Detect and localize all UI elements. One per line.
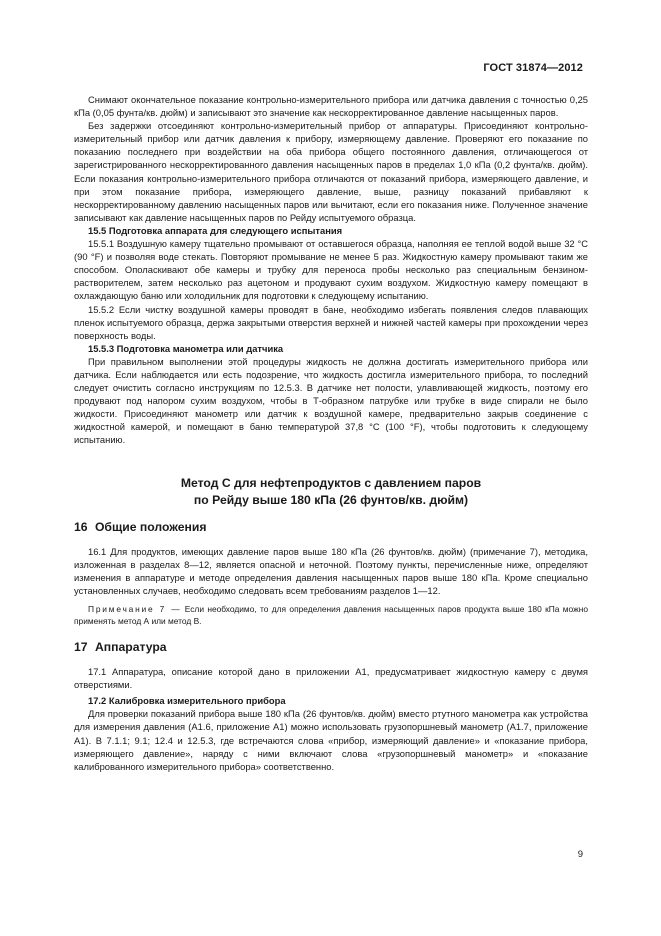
page-header-standard-title: ГОСТ 31874—2012 — [483, 62, 583, 74]
section-16-heading — [74, 521, 588, 534]
paragraph-15-5-3: При правильном выполнении этой процедуры жидкость не должна достигать измерительного прибора или датчика. Если наблюдается или есть подозрение, что жидкость достигла измерительного прибора, то последний следует очистить согласно инструкциям по 12.5.3. В датчике нет полости, улавливающей жидкость, поэтому его продувают под напором сухим воздухом, чтобы в Т-образном патрубке или трубке в виде спирали не было жидкости. Присоединяют манометр или датчик к воздушной камере, предварительно закрыв соединение с жидкостной камерой, и помещают в баню температурой 37,8 °С (100 °F), чтобы подготовить к следующему испытанию. — [74, 355, 588, 446]
section-17-heading — [74, 641, 588, 654]
page-content — [74, 93, 588, 773]
note-7 — [74, 603, 588, 627]
paragraph-15-5-1: 15.5.1 Воздушную камеру тщательно промывают от оставшегося образца, наполняя ее теплой водой выше 32 °С (90 °F) и позволяя воде стекать. Повторяют промывание не менее 5 раз. Жидкостную камеру промывают таким же способом. Ополаскивают обе камеры и трубку для переноса пробы несколько раз специальным бензином-растворителем, затем несколько раз ацетоном и продувают сухим воздухом. Жидкостную камеру помещают в охлаждающую баню или холодильник для подготовки к следующему испытанию. — [74, 238, 588, 302]
method-c-title-line-2: по Рейду выше 180 кПа (26 фунтов/кв. дюйм) — [193, 492, 469, 507]
paragraph-17-1: 17.1 Аппаратура, описание которой дано в приложении А1, предусматривает жидкостную камеру с двумя отверстиями. — [74, 666, 588, 691]
section-17-number: 17 — [74, 640, 88, 654]
page-number: 9 — [577, 849, 583, 860]
section-17-title: Аппаратура — [94, 640, 167, 654]
method-c-title — [74, 475, 588, 509]
section-15-5-3-heading: 15.5.3 Подготовка манометра или датчика — [88, 342, 284, 354]
section-15-5-heading: 15.5 Подготовка аппарата для следующего испытания — [88, 224, 343, 236]
note-7-text: Если необходимо, то для определения давления насыщенных паров продукта выше 180 кПа можно применять метод А или метод В. — [74, 604, 588, 626]
method-c-title-line-1: Метод С для нефтепродуктов с давлением паров — [180, 475, 482, 490]
paragraph-disconnect-gauge: Без задержки отсоединяют контрольно-измерительный прибор от аппаратуры. Присоединяют контрольно-измерительный прибор или датчик давления к прибору, измеряющему давление. Проверяют его показание по показанию последнего при воздействии на оба прибора общего постоянного давления, отличающегося от зарегистрированного нескорректированного давления насыщенных паров в пределах 1,0 кПа (0,2 фунта/кв. дюйм). Если показания контрольно-измерительного прибора отличаются от показаний прибора, измеряющего давление, и при этом показание прибора, измеряющего давление, выше, разницу показаний прибавляют к нескорректированному давлению насыщенных паров или вычитают, если его показания ниже. Полученное значение записывают как давление насыщенных паров по Рейду испытуемого образца. — [74, 120, 588, 223]
note-7-label: Примечание 7 — — [88, 604, 182, 614]
paragraph-final-reading: Снимают окончательное показание контрольно-измерительного прибора или датчика давления с точностью 0,25 кПа (0,05 фунта/кв. дюйм) и записывают это значение как нескорректированное давление насыщенных паров. — [74, 94, 588, 119]
paragraph-15-5-2: 15.5.2 Если чистку воздушной камеры проводят в бане, необходимо избегать появления следов плавающих пленок испытуемого образца, держа закрытыми отверстия верхней и нижней частей камеры при прохождении через поверхность воды. — [74, 303, 588, 341]
section-17-2-heading: 17.2 Калибровка измерительного прибора — [88, 695, 286, 707]
paragraph-16-1: 16.1 Для продуктов, имеющих давление паров выше 180 кПа (26 фунтов/кв. дюйм) (примечание 7), методика, изложенная в разделах 8—12, является опасной и неточной. Поэтому пункты, перечисленные ниже, определяют изменения в аппаратуре и методе определения давления насыщенных паров выше 180 кПа. Кроме специально установленных случаев, необходимо следовать всем требованиям разделов 1—12. — [74, 545, 588, 596]
paragraph-17-2: Для проверки показаний прибора выше 180 кПа (26 фунтов/кв. дюйм) вместо ртутного манометра как устройства для измерения давления (А1.6, приложение А1) можно использовать грузопоршневый манометр (А1.7, приложение А1). В 7.1.1; 9.1; 12.4 и 12.5.3, где встречаются слова «прибор, измеряющий давление» и «показание прибора, измеряющего давление», наряду с ними включают слова «грузопоршневый манометр» и «показание калиброванного измерительного прибора» соответственно. — [74, 708, 588, 772]
section-16-title: Общие положения — [94, 519, 207, 534]
section-16-number: 16 — [74, 519, 88, 534]
